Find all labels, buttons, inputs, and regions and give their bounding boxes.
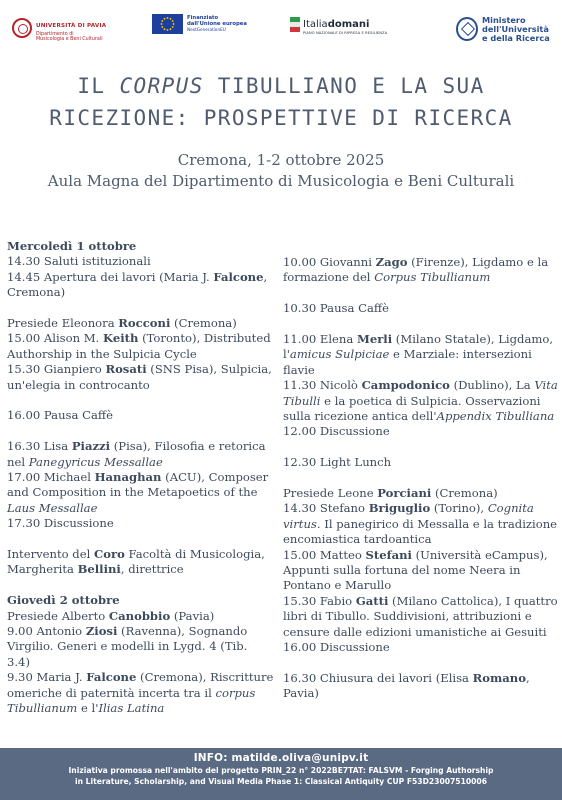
italian-flag-icon bbox=[290, 17, 300, 32]
coffee-break: 10.30 Pausa Caffè bbox=[283, 301, 389, 316]
eu-funding-logo bbox=[152, 14, 247, 34]
pavia-logo-line2: Dipartimento di bbox=[36, 31, 74, 37]
session-chair: Presiede Leone Porciani (Cremona) bbox=[283, 486, 498, 501]
program-item: 14.30 Stefano Briguglio (Torino), Cognita bbox=[283, 501, 534, 516]
pavia-logo-line1: UNIVERSITÀ DI PAVIA bbox=[36, 23, 107, 29]
session-block: Giovedì 2 ottobre Presiede Alberto Canobbio (Pavia) 9.00 Antonio Ziosi (Ravenna), Sognando Virgilio. Generi e modelli in Lygd. 4 (Tib. 3.4) 9.30 Maria J. Falcone (Cremona), Riscritture omeriche di paternità incerta tra il corpus Tibullianum e l'Ilias Latina bbox=[7, 593, 277, 716]
eu-logo-line1: Finanziato bbox=[187, 14, 219, 21]
coffee-break: 16.00 Pausa Caffè bbox=[7, 408, 113, 423]
italia-domani-brand-b: domani bbox=[327, 19, 370, 30]
program-item: 17.30 Discussione bbox=[7, 516, 114, 531]
program-item: 15.00 Matteo Stefani (Università eCampus), bbox=[283, 547, 548, 562]
program-item: 9.00 Antonio Ziosi (Ravenna), Sognando bbox=[7, 624, 248, 639]
program-item: 16.30 Lisa Piazzi (Pisa), Filosofia e retorica bbox=[7, 439, 266, 454]
session-block: Presiede Leone Porciani (Cremona) 14.30 Stefano Briguglio (Torino), Cognita virtus. Il panegirico di Messalla e la tradizione encomiastica tardoantica 15.00 Matteo Stefani (Università eCampus), Appunti sulla fortuna del nome Neera in Pontano e Marullo 15.30 Fabio Gatti (Milano Cattolica), I quattro libri di Tibullo. Suddivisioni, attribuzioni e censure dalle edizioni umanistiche ai Gesuiti 16.00 Discussione bbox=[283, 486, 558, 655]
session-block: 16.30 Lisa Piazzi (Pisa), Filosofia e retorica nel Panegyricus Messallae 17.00 Michael Hanaghan (ACU), Composer and Composition in the Metapoetics of the Laus Messallae 17.30 Discussione bbox=[7, 439, 277, 531]
ministry-logo bbox=[456, 16, 550, 43]
session-block: 10.00 Giovanni Zago (Firenze), Ligdamo e la formazione del Corpus Tibullianum bbox=[283, 255, 558, 286]
choir-performance: Intervento del Coro Facoltà di Musicologia, Margherita Bellini, direttrice bbox=[7, 547, 265, 577]
session-block: Presiede Eleonora Rocconi (Cremona) 15.00 Alison M. Keith (Toronto), Distributed Authorship in the Sulpicia Cycle 15.30 Gianpiero Rosati (SNS Pisa), Sulpicia, un'elegia in controcanto bbox=[7, 316, 277, 393]
italia-domani-brand-a: Italia bbox=[303, 19, 328, 30]
italia-domani-tagline: PIANO NAZIONALE DI RIPRESA E RESILIENZA bbox=[303, 30, 388, 35]
page-title bbox=[0, 70, 562, 134]
program-item: 15.00 Alison M. Keith (Toronto), Distributed bbox=[7, 331, 271, 346]
program-item: 11.00 Elena Merli (Milano Statale), Ligdamo, bbox=[283, 332, 554, 346]
ministry-emblem-icon bbox=[456, 17, 478, 41]
info-footer bbox=[0, 748, 562, 800]
program-item: 16.00 Discussione bbox=[283, 640, 390, 655]
logo-bar bbox=[0, 0, 562, 56]
university-seal-icon bbox=[12, 18, 32, 38]
program-left-column bbox=[7, 239, 277, 717]
program-item: 14.45 Apertura dei lavori (Maria J. Falcone, bbox=[7, 269, 268, 284]
university-of-pavia-logo bbox=[12, 14, 106, 42]
session-chair: Presiede Eleonora Rocconi (Cremona) bbox=[7, 316, 237, 331]
program-item: 11.30 Nicolò Campodonico (Dublino), La Vita bbox=[283, 378, 558, 393]
title-line1: IL CORPUS TIBULLIANO E LA SUA bbox=[77, 74, 485, 98]
ministry-logo-line2: dell'Università bbox=[482, 23, 549, 34]
program-right-column bbox=[283, 255, 558, 702]
project-note: Iniziativa promossa nell'ambito del progetto PRIN_22 n° 2022BE7TAT: FALSVM - Forging Authorship in Literature, Scholarship, and Visual Media Phase 1: Classical Antiquity CUP F53D23007510006 bbox=[68, 766, 494, 786]
session-block: Mercoledì 1 ottobre 14.30 Saluti istituzionali 14.45 Apertura dei lavori (Maria J. Falcone, Cremona) bbox=[7, 239, 277, 301]
day-heading: Giovedì 2 ottobre bbox=[7, 593, 120, 608]
event-venue: Aula Magna del Dipartimento di Musicologia e Beni Culturali bbox=[47, 172, 515, 190]
eu-logo-line3: NextGenerationEU bbox=[187, 26, 226, 32]
program-item: 15.30 Gianpiero Rosati (SNS Pisa), Sulpicia, bbox=[7, 362, 272, 377]
session-block: 11.00 Elena Merli (Milano Statale), Ligdamo, l'amicus Sulpiciae e Marziale: intersezioni flavie 11.30 Nicolò Campodonico (Dublino), La Vita Tibulli e la poetica di Sulpicia. Osservazioni sulla ricezione antica dell'Appendix Tibulliana 12.00 Discussione bbox=[283, 332, 558, 439]
closing: 16.30 Chiusura dei lavori (Elisa Romano, Pavia) bbox=[283, 670, 530, 701]
ministry-logo-line3: e della Ricerca bbox=[482, 32, 550, 43]
event-date-place: Cremona, 1-2 ottobre 2025 bbox=[177, 151, 385, 169]
title-emphasis: CORPUS bbox=[119, 74, 204, 98]
day-heading: Mercoledì 1 ottobre bbox=[7, 239, 137, 253]
program-item: 12.00 Discussione bbox=[283, 424, 390, 439]
lunch-break: 12.30 Light Lunch bbox=[283, 455, 392, 470]
eu-flag-icon bbox=[152, 14, 183, 34]
info-email: INFO: matilde.oliva@unipv.it bbox=[193, 752, 369, 764]
event-subtitle bbox=[0, 150, 562, 192]
eu-logo-line2: dall'Unione europea bbox=[187, 20, 247, 27]
session-chair: Presiede Alberto Canobbio (Pavia) bbox=[7, 608, 215, 623]
pavia-logo-line3: Musicologia e Beni Culturali bbox=[36, 36, 103, 42]
ministry-logo-line1: Ministero bbox=[482, 15, 526, 25]
program-item: 17.00 Michael Hanaghan (ACU), Composer bbox=[7, 470, 269, 485]
program-item: 15.30 Fabio Gatti (Milano Cattolica), I quattro bbox=[283, 593, 558, 608]
program-item: 14.30 Saluti istituzionali bbox=[7, 254, 151, 269]
program-item: 9.30 Maria J. Falcone (Cremona), Riscritture bbox=[7, 670, 274, 685]
italia-domani-logo bbox=[290, 14, 387, 36]
title-line2: RICEZIONE: PROSPETTIVE DI RICERCA bbox=[49, 106, 513, 130]
program-item: 10.00 Giovanni Zago (Firenze), Ligdamo e la bbox=[283, 255, 549, 269]
